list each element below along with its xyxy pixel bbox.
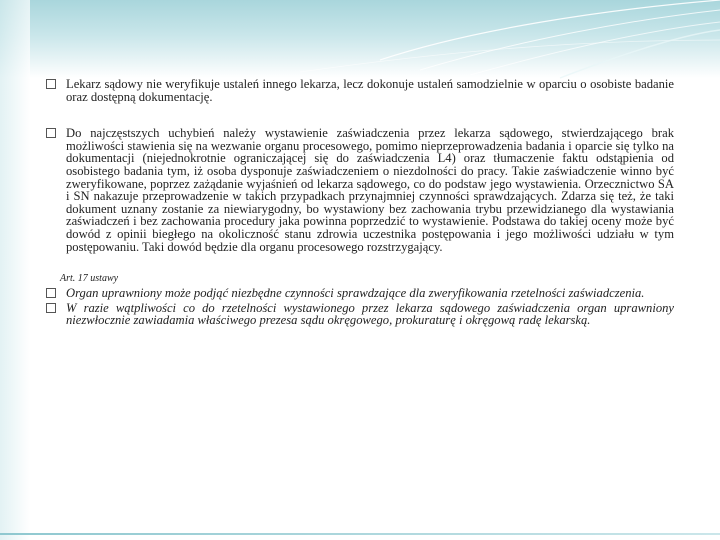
paragraph-1-text: Lekarz sądowy nie weryfikuje ustaleń innego lekarza, lecz dokonuje ustaleń samodzielnie w oparciu o osobiste badanie oraz dostępną dokumentację. — [66, 77, 674, 104]
article-point-1-text: Organ uprawniony może podjąć niezbędne czynności sprawdzające dla zweryfikowania rzetelności zaświadczenia. — [66, 286, 645, 301]
checkbox-bullet-icon — [46, 303, 56, 313]
article-point-2 — [46, 302, 674, 327]
paragraph-2 — [46, 127, 674, 253]
checkbox-bullet-icon — [46, 128, 56, 138]
paragraph-1 — [46, 78, 674, 103]
article-point-1 — [46, 287, 674, 300]
article-point-2-text: W razie wątpliwości co do rzetelności wystawionego przez lekarza sądowego zaświadczenia organ uprawniony niezwłocznie zawiadamia właściwego prezesa sądu okręgowego, prokuraturę i okręgową radę lekarską. — [66, 300, 674, 328]
slide-content — [46, 78, 674, 327]
paragraph-2-text: Do najczęstszych uchybień należy wystawienie zaświadczenia przez lekarza sądowego, stwierdzającego brak możliwości stawienia się na wezwanie organu procesowego, pomimo nieprzeprowadzenia badania i oparcie się tylko na dokumentacji (niejednokrotnie ograniczającej się do zaświadczenia L4) oraz tłumaczenie faktu odstąpienia od osobistego badania tym, iż osoba dysponuje zaświadczeniem o niezdolności do pracy. Takie zaświadczenie winno być zweryfikowane, poprzez zażądanie wyjaśnień od lekarza sądowego, co do podstaw jego wystawienia. Orzecznictwo SA i SN nakazuje przeprowadzenie w takich przypadkach przynajmniej czynności sprawdzających. Zdarza się też, że taki dokument uznany zostanie za niewiarygodny, bo wystawiony bez zachowania trybu przewidzianego dla wystawiania zaświadczeń i bez zachowania procedury jaka powinna poprzedzić to wystawienie. Podstawa do takiej oceny może być dowód z opinii biegłego na okoliczność stanu zdrowia uczestnika postępowania i jego możliwości udziału w tym postępowaniu. Taki dowód będzie dla organu procesowego rozstrzygający. — [66, 126, 674, 254]
checkbox-bullet-icon — [46, 79, 56, 89]
checkbox-bullet-icon — [46, 288, 56, 298]
article-label: Art. 17 ustawy — [60, 273, 119, 285]
bottom-accent-line — [0, 533, 720, 535]
